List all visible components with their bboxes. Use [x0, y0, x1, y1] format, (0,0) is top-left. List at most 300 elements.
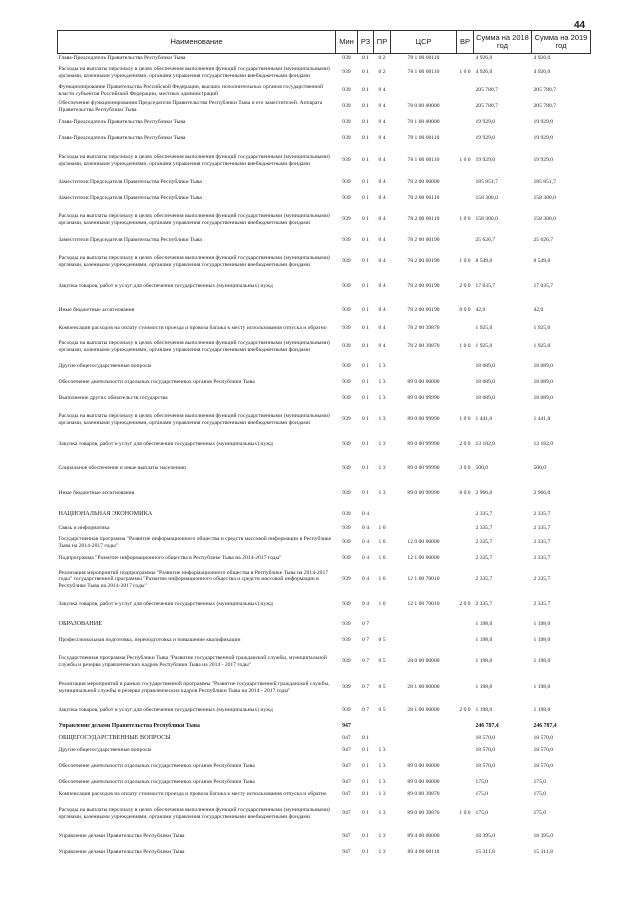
- cell-s2019: 175,0: [533, 810, 547, 817]
- cell-vr: [457, 649, 474, 675]
- cell-name: Другие общегосударственные вопросы: [58, 363, 152, 370]
- cell-csr: 78 2 00 00110: [407, 195, 440, 202]
- cell-vr: 8 0 0: [459, 490, 471, 497]
- cell-rz: 0 1: [362, 258, 369, 265]
- cell-rz: 0 4: [362, 576, 369, 583]
- cell-csr: 28 0 00 00000: [407, 658, 440, 665]
- cell-rz: 0 1: [362, 379, 369, 386]
- table-row: [58, 63, 591, 83]
- cell-s2018: 158 300,0: [475, 195, 498, 202]
- cell-vr: [457, 617, 474, 633]
- cell-csr: [391, 721, 457, 733]
- cell-min: 939: [342, 307, 351, 314]
- table-row: [58, 633, 591, 649]
- cell-rz: 0 1: [362, 325, 369, 332]
- cell-min: 939: [342, 283, 351, 290]
- cell-name: Социальное обеспечение и иные выплаты населению: [58, 465, 186, 472]
- cell-pr: 0 4: [378, 195, 386, 202]
- cell-s2018: 185 851,7: [475, 179, 498, 186]
- cell-pr: 1 0: [378, 576, 386, 583]
- cell-vr: [457, 54, 474, 63]
- cell-csr: [391, 745, 457, 757]
- table-header-row: [58, 31, 591, 54]
- cell-vr: 2 0 0: [459, 707, 471, 714]
- cell-csr: [391, 83, 457, 99]
- cell-s2019: 13 182,0: [533, 441, 554, 448]
- cell-s2019: 19 929,0: [533, 135, 554, 142]
- cell-rz: 0 1: [362, 157, 369, 164]
- cell-csr: 89 0 00 00000: [407, 779, 440, 786]
- cell-s2019: 500,0: [533, 465, 547, 472]
- cell-pr: 1 3: [378, 441, 386, 448]
- cell-vr: 8 0 0: [459, 307, 471, 314]
- cell-rz: 0 7: [362, 684, 369, 691]
- cell-vr: [457, 391, 474, 407]
- cell-pr: 0 4: [378, 283, 386, 290]
- cell-s2019: 18 089,0: [533, 363, 554, 370]
- cell-vr: 3 0 0: [459, 465, 471, 472]
- cell-s2019: 4 926,0: [533, 69, 551, 76]
- cell-vr: [457, 745, 474, 757]
- table-row: [58, 535, 591, 551]
- cell-rz: 0 1: [362, 103, 369, 110]
- cell-pr: [374, 721, 391, 733]
- cell-vr: [457, 507, 474, 523]
- cell-s2018: 205 780,7: [475, 87, 498, 94]
- cell-s2018: 2 335,7: [475, 539, 493, 546]
- cell-pr: [374, 617, 391, 633]
- table-row: [58, 567, 591, 593]
- cell-s2018: 1 925,0: [475, 343, 493, 350]
- cell-csr: 89 0 00 39870: [407, 791, 440, 798]
- cell-pr: 0 4: [378, 119, 386, 126]
- table-row: [58, 54, 591, 63]
- cell-name: Обеспечение деятельности отдельных государственных органов Республики Тыва: [58, 379, 255, 386]
- cell-rz: 0 4: [362, 511, 369, 518]
- cell-rz: 0 4: [362, 539, 369, 546]
- cell-rz: 0 1: [362, 779, 369, 786]
- table-row: [58, 777, 591, 789]
- cell-pr: 0 4: [378, 157, 386, 164]
- budget-table: [57, 30, 591, 859]
- cell-rz: 0 7: [362, 658, 369, 665]
- cell-name: Компенсация расходов на оплату стоимости проезда и провоза багажа к месту использования отпуска и обратно: [58, 791, 327, 798]
- cell-csr: 78 1 00 00110: [407, 135, 440, 142]
- cell-name: Расходы на выплаты персоналу в целях обеспечения выполнения функций государственными (муниципальными) органами, казенными учреждениями, органами управления государственными внебюджетными фондами: [58, 413, 330, 426]
- cell-csr: 78 1 00 00000: [407, 119, 440, 126]
- cell-s2019: 1 198,0: [533, 707, 551, 714]
- cell-s2019: 2 335,7: [533, 601, 551, 608]
- cell-s2019: 18 395,0: [533, 833, 554, 840]
- cell-vr: 2 0 0: [459, 283, 471, 290]
- cell-s2018: 2 335,7: [475, 576, 493, 583]
- cell-min: 939: [342, 179, 351, 186]
- cell-s2019: 25 626,7: [533, 237, 554, 244]
- table-row: [58, 789, 591, 801]
- cell-csr: 89 0 00 99990: [407, 441, 440, 448]
- cell-rz: 0 1: [362, 363, 369, 370]
- cell-s2018: 2 335,7: [475, 511, 493, 518]
- cell-vr: 1 0 0: [459, 416, 471, 423]
- cell-pr: 0 4: [378, 343, 386, 350]
- cell-s2018: 2 335,7: [475, 555, 493, 562]
- cell-rz: 0 1: [362, 55, 369, 62]
- cell-vr: 1 0 0: [459, 69, 471, 76]
- cell-csr: 89 0 00 99990: [407, 395, 440, 402]
- cell-s2019: 2 335,7: [533, 511, 551, 518]
- cell-s2019: 18 089,0: [533, 379, 554, 386]
- table-row: [58, 275, 591, 299]
- cell-csr: 12 1 00 00000: [407, 555, 440, 562]
- cell-min: 939: [342, 69, 351, 76]
- cell-pr: 1 3: [378, 379, 386, 386]
- table-row: [58, 481, 591, 507]
- cell-name: Реализация мероприятий подпрограммы "Развитие информационного общества в Республике Тыва на 2014-2017 годы" государственной программы "Развитие информационного общества и средств массовой информации в Республике Тыва на 2014-2017 годы": [58, 570, 329, 589]
- cell-name: Подпрограмма "Развитие информационного общества в Республике Тыва на 2014-2017 годы": [58, 555, 282, 562]
- cell-pr: 1 0: [378, 525, 386, 532]
- cell-csr: 28 1 00 00000: [407, 707, 440, 714]
- cell-name: Функционирование Правительства Российской Федерации, высших исполнительных органов государственной власти субъектов Российской Федерации, местных администраций: [58, 84, 324, 97]
- cell-name: Обеспечение деятельности отдельных государственных органов Республики Тыва: [58, 763, 255, 770]
- cell-name: Расходы на выплаты персоналу в целях обеспечения выполнения функций государственными (муниципальными) органами, казенными учреждениями, органами управления государственными внебюджетными фондами: [58, 807, 330, 820]
- cell-s2018: 25 626,7: [475, 237, 496, 244]
- cell-min: 939: [342, 216, 351, 223]
- cell-min: 939: [342, 684, 351, 691]
- cell-s2018: 19 929,0: [475, 119, 496, 126]
- cell-s2019: 8 549,0: [533, 258, 551, 265]
- cell-s2018: 18 570,0: [475, 735, 496, 742]
- cell-csr: 78 2 00 00000: [407, 179, 440, 186]
- table-row: [58, 207, 591, 233]
- table-row: [58, 827, 591, 847]
- cell-csr: 78 2 00 00190: [407, 237, 440, 244]
- cell-s2019: 1 198,0: [533, 658, 551, 665]
- cell-pr: 0 5: [378, 637, 386, 644]
- cell-vr: [457, 175, 474, 191]
- cell-s2018: 1 441,0: [475, 416, 493, 423]
- cell-name: Заместители Председателя Правительства Республики Тыва: [58, 195, 202, 202]
- cell-s2018: 19 929,0: [475, 135, 496, 142]
- cell-s2018: 42,0: [475, 307, 486, 314]
- cell-csr: 78 2 00 39870: [407, 343, 440, 350]
- cell-vr: [457, 777, 474, 789]
- header-name: Наименование: [58, 31, 336, 54]
- cell-min: 947: [342, 747, 351, 754]
- cell-rz: 0 7: [362, 637, 369, 644]
- table-row: [58, 359, 591, 375]
- table-row: [58, 83, 591, 99]
- table-body: [58, 54, 591, 859]
- cell-min: 939: [342, 465, 351, 472]
- cell-vr: 1 0 0: [459, 343, 471, 350]
- cell-rz: 0 1: [362, 69, 369, 76]
- cell-name: Закупка товаров, работ и услуг для обеспечения государственных (муниципальных) нужд: [58, 707, 273, 714]
- cell-min: 939: [342, 195, 351, 202]
- header-vr: ВР: [457, 31, 474, 54]
- cell-s2019: 19 929,0: [533, 119, 554, 126]
- header-sum-2018: Сумма на 2018 год: [474, 31, 532, 54]
- cell-rz: 0 1: [362, 747, 369, 754]
- cell-csr: 89 0 00 39870: [407, 810, 440, 817]
- cell-rz: [358, 721, 374, 733]
- cell-pr: 1 3: [378, 363, 386, 370]
- cell-csr: 78 1 00 00110: [407, 69, 440, 76]
- cell-pr: 1 3: [378, 849, 386, 856]
- cell-name: Заместители Председателя Правительства Республики Тыва: [58, 179, 202, 186]
- cell-s2019: 18 570,0: [533, 735, 554, 742]
- cell-csr: 89 0 00 00000: [407, 379, 440, 386]
- cell-pr: 0 4: [378, 103, 386, 110]
- cell-s2019: 1 198,0: [533, 621, 551, 628]
- cell-min: 939: [342, 637, 351, 644]
- cell-min: 939: [342, 379, 351, 386]
- cell-min: 939: [342, 601, 351, 608]
- cell-name: Иные бюджетные ассигнования: [58, 490, 135, 497]
- cell-pr: 1 3: [378, 791, 386, 798]
- cell-rz: 0 1: [362, 119, 369, 126]
- cell-pr: 0 4: [378, 135, 386, 142]
- cell-s2018: 2 966,0: [475, 490, 493, 497]
- cell-pr: 0 4: [378, 216, 386, 223]
- cell-min: 939: [342, 511, 351, 518]
- cell-s2018: 8 549,0: [475, 258, 493, 265]
- cell-s2018: 175,0: [475, 779, 489, 786]
- cell-min: 939: [342, 555, 351, 562]
- cell-s2018: 17 035,7: [475, 283, 496, 290]
- cell-name: Государственная программа "Развитие информационного общества и средств массовой информации в Республике Тыва на 2014-2017 годы": [58, 536, 332, 549]
- cell-min: 939: [342, 490, 351, 497]
- cell-min: 939: [342, 135, 351, 142]
- cell-name: Выполнение других обязательств государства: [58, 395, 168, 402]
- cell-name: Связь и информатика: [58, 525, 110, 532]
- cell-pr: 1 3: [378, 810, 386, 817]
- table-row: [58, 617, 591, 633]
- cell-csr: 78 2 00 00190: [407, 258, 440, 265]
- cell-s2019: 2 966,0: [533, 490, 551, 497]
- cell-rz: 0 1: [362, 307, 369, 314]
- cell-pr: 1 0: [378, 601, 386, 608]
- table-row: [58, 433, 591, 457]
- cell-name: Закупка товаров, работ и услуг для обеспечения государственных (муниципальных) нужд: [58, 283, 273, 290]
- cell-vr: 1 0 0: [459, 157, 471, 164]
- cell-min: 947: [342, 849, 351, 856]
- cell-vr: [457, 523, 474, 535]
- cell-csr: 12 1 00 70010: [407, 576, 440, 583]
- cell-s2019: 185 851,7: [533, 179, 556, 186]
- table-row: [58, 233, 591, 249]
- cell-pr: 1 3: [378, 416, 386, 423]
- cell-name: Управление делами Правительства Республики Тыва: [58, 833, 185, 840]
- table-row: [58, 299, 591, 323]
- table-row: [58, 721, 591, 733]
- cell-s2019: 1 198,0: [533, 637, 551, 644]
- cell-csr: 12 1 00 70010: [407, 601, 440, 608]
- cell-vr: [457, 789, 474, 801]
- cell-name: НАЦИОНАЛЬНАЯ ЭКОНОМИКА: [58, 510, 153, 518]
- cell-s2019: 1 441,0: [533, 416, 551, 423]
- table-row: [58, 335, 591, 359]
- cell-s2018: 1 198,0: [475, 684, 493, 691]
- cell-min: 939: [342, 363, 351, 370]
- cell-pr: 1 3: [378, 747, 386, 754]
- cell-min: 939: [342, 621, 351, 628]
- table-row: [58, 147, 591, 175]
- cell-s2018: 1 198,0: [475, 658, 493, 665]
- cell-rz: 0 4: [362, 525, 369, 532]
- table-row: [58, 507, 591, 523]
- cell-vr: 1 0 0: [459, 216, 471, 223]
- cell-s2018: 2 335,7: [475, 525, 493, 532]
- header-sum-2019: Сумма на 2019 год: [532, 31, 591, 54]
- cell-name: Профессиональная подготовка, переподготовка и повышение квалификации: [58, 637, 241, 644]
- cell-s2019: 158 300,0: [533, 216, 556, 223]
- cell-csr: [391, 733, 457, 745]
- header-min: Мин: [336, 31, 358, 54]
- cell-min: 939: [342, 441, 351, 448]
- cell-csr: 78 2 00 00110: [407, 216, 440, 223]
- cell-rz: 0 7: [362, 707, 369, 714]
- cell-name: Компенсация расходов на оплату стоимости проезда и провоза багажа к месту использования отпуска и обратно: [58, 325, 327, 332]
- cell-vr: [457, 83, 474, 99]
- cell-pr: 0 4: [378, 87, 386, 94]
- cell-csr: 89 4 00 00000: [407, 833, 440, 840]
- cell-s2019: 2 335,7: [533, 525, 551, 532]
- cell-rz: 0 1: [362, 395, 369, 402]
- cell-rz: 0 4: [362, 601, 369, 608]
- cell-s2019: 2 335,7: [533, 555, 551, 562]
- cell-min: 939: [342, 416, 351, 423]
- cell-s2019: 175,0: [533, 791, 547, 798]
- cell-rz: 0 1: [362, 441, 369, 448]
- cell-name: Расходы на выплаты персоналу в целях обеспечения выполнения функций государственными (муниципальными) органами, казенными учреждениями, органами управления государственными внебюджетными фондами: [58, 340, 330, 353]
- cell-name: Другие общегосударственные вопросы: [58, 747, 152, 754]
- cell-vr: [457, 847, 474, 859]
- cell-rz: 0 1: [362, 135, 369, 142]
- table-row: [58, 131, 591, 147]
- cell-min: 939: [342, 87, 351, 94]
- cell-name: ОБРАЗОВАНИЕ: [58, 620, 102, 628]
- cell-pr: 1 0: [378, 539, 386, 546]
- cell-rz: 0 1: [362, 237, 369, 244]
- header-rz: РЗ: [358, 31, 374, 54]
- cell-csr: [391, 617, 457, 633]
- header-pr: ПР: [374, 31, 391, 54]
- cell-pr: 0 5: [378, 684, 386, 691]
- cell-vr: [457, 115, 474, 131]
- cell-csr: 28 1 00 00000: [407, 684, 440, 691]
- table-row: [58, 191, 591, 207]
- cell-min: 939: [342, 539, 351, 546]
- page-number: 44: [574, 20, 586, 31]
- cell-s2018: 18 570,0: [475, 763, 496, 770]
- cell-s2018: 18 570,0: [475, 747, 496, 754]
- cell-name: Заместители Председателя Правительства Республики Тыва: [58, 237, 202, 244]
- cell-s2019: 246 787,4: [533, 723, 557, 730]
- cell-csr: 89 0 00 99990: [407, 465, 440, 472]
- cell-rz: 0 1: [362, 791, 369, 798]
- cell-csr: [391, 523, 457, 535]
- cell-min: 939: [342, 658, 351, 665]
- cell-vr: 1 0 0: [459, 258, 471, 265]
- cell-s2018: 246 787,4: [475, 723, 499, 730]
- cell-s2018: 18 395,0: [475, 833, 496, 840]
- cell-vr: [457, 375, 474, 391]
- header-csr: ЦСР: [391, 31, 457, 54]
- table-row: [58, 323, 591, 335]
- cell-csr: 78 2 00 00190: [407, 283, 440, 290]
- cell-min: 947: [342, 833, 351, 840]
- cell-min: 939: [342, 325, 351, 332]
- cell-s2019: 1 925,0: [533, 343, 551, 350]
- cell-pr: 0 4: [378, 237, 386, 244]
- cell-s2019: 18 570,0: [533, 763, 554, 770]
- cell-min: 939: [342, 343, 351, 350]
- cell-vr: [457, 323, 474, 335]
- cell-pr: 1 3: [378, 465, 386, 472]
- cell-pr: 1 0: [378, 555, 386, 562]
- table-row: [58, 551, 591, 567]
- cell-s2019: 4 926,0: [533, 55, 551, 62]
- cell-rz: 0 1: [362, 735, 369, 742]
- cell-rz: 0 1: [362, 179, 369, 186]
- cell-name: Расходы на выплаты персоналу в целях обеспечения выполнения функций государственными (муниципальными) органами, казенными учреждениями, органами управления государственными внебюджетными фондами: [58, 255, 330, 268]
- cell-csr: 78 1 00 00110: [407, 157, 440, 164]
- cell-vr: [457, 131, 474, 147]
- cell-csr: 12 0 00 00000: [407, 539, 440, 546]
- cell-csr: [391, 507, 457, 523]
- cell-s2019: 205 780,7: [533, 87, 556, 94]
- cell-s2018: 1 925,0: [475, 325, 493, 332]
- cell-rz: 0 1: [362, 833, 369, 840]
- cell-s2018: 18 089,0: [475, 379, 496, 386]
- cell-vr: [457, 567, 474, 593]
- cell-min: 939: [342, 119, 351, 126]
- cell-s2018: 4 926,0: [475, 69, 493, 76]
- cell-rz: 0 7: [362, 621, 369, 628]
- cell-pr: 0 4: [378, 325, 386, 332]
- cell-vr: [457, 551, 474, 567]
- cell-pr: [374, 507, 391, 523]
- cell-csr: 78 2 00 00190: [407, 307, 440, 314]
- cell-min: 939: [342, 103, 351, 110]
- cell-s2019: 1 925,0: [533, 325, 551, 332]
- cell-vr: [457, 233, 474, 249]
- cell-vr: 2 0 0: [459, 441, 471, 448]
- cell-name: Обеспечение деятельности отдельных государственных органов Республики Тыва: [58, 779, 255, 786]
- cell-csr: 78 1 00 00110: [407, 55, 440, 62]
- cell-s2019: 18 570,0: [533, 747, 554, 754]
- cell-s2019: 175,0: [533, 779, 547, 786]
- cell-csr: 89 0 00 99990: [407, 490, 440, 497]
- cell-name: Управление делами Правительства Республики Тыва: [58, 849, 185, 856]
- cell-min: 939: [342, 258, 351, 265]
- cell-min: 947: [342, 735, 351, 742]
- table-row: [58, 847, 591, 859]
- cell-min: 939: [342, 237, 351, 244]
- cell-vr: 1 0 0: [459, 810, 471, 817]
- table-row: [58, 745, 591, 757]
- cell-name: Закупка товаров, работ и услуг для обеспечения государственных (муниципальных) нужд: [58, 601, 273, 608]
- cell-vr: [457, 733, 474, 745]
- cell-csr: 78 0 00 00000: [407, 103, 440, 110]
- cell-min: 947: [342, 810, 351, 817]
- table-row: [58, 175, 591, 191]
- cell-s2019: 17 035,7: [533, 283, 554, 290]
- table-row: [58, 375, 591, 391]
- cell-min: 939: [342, 707, 351, 714]
- cell-csr: 78 2 00 39870: [407, 325, 440, 332]
- cell-name: Реализация мероприятий в рамках государственной программы "Развитие государственной гражданской службы, муниципальной службы и резерва управленческих кадров Республики Тыва на 2014 - 2017 годы": [58, 681, 330, 694]
